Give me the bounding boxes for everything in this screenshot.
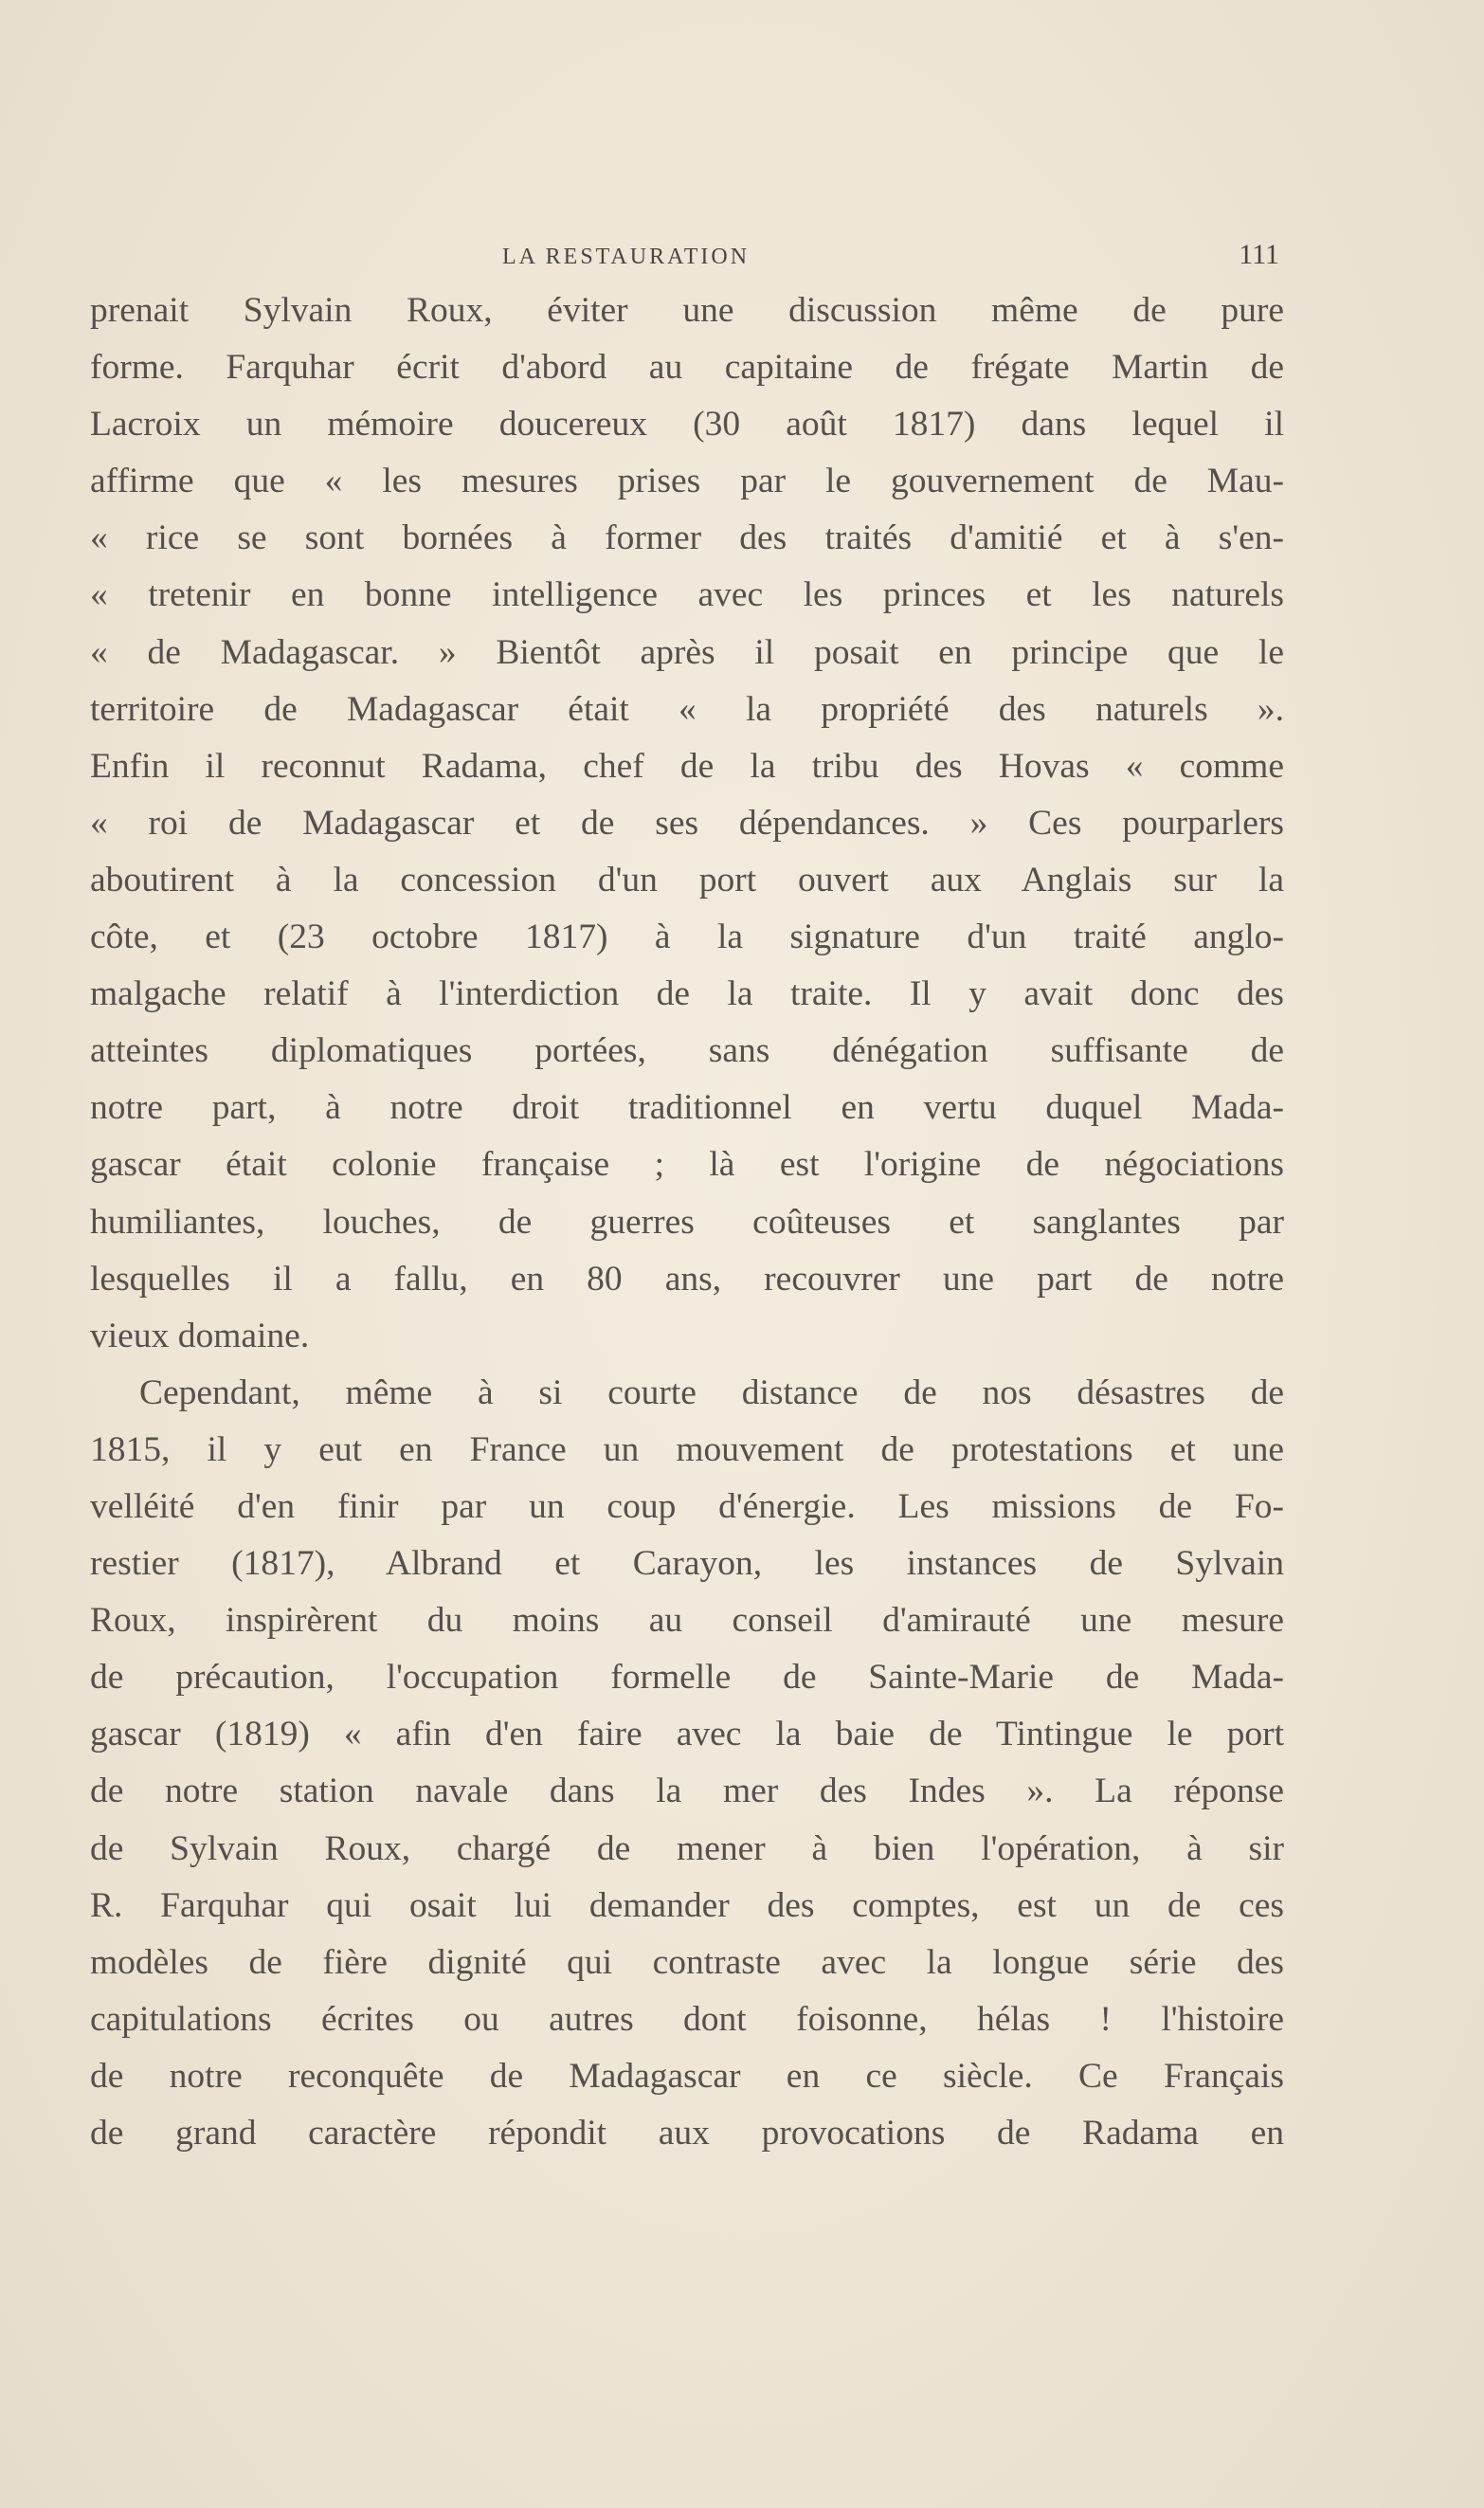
text-line: restier (1817), Albrand et Carayon, les instances de Sylvain bbox=[90, 1544, 1284, 1584]
text-line: affirme que « les mesures prises par le gouvernement de Mau- bbox=[90, 462, 1284, 501]
text-line: forme. Farquhar écrit d'abord au capitaine de frégate Martin de bbox=[90, 348, 1284, 388]
text-line: aboutirent à la concession d'un port ouvert aux Anglais sur la bbox=[90, 860, 1284, 900]
text-line: « de Madagascar. » Bientôt après il posait en principe que le bbox=[90, 632, 1284, 672]
text-line: Enfin il reconnut Radama, chef de la tribu des Hovas « comme bbox=[90, 746, 1284, 786]
text-line: Lacroix un mémoire doucereux (30 août 1817) dans lequel il bbox=[90, 405, 1284, 445]
page-header bbox=[95, 239, 1279, 277]
text-line: malgache relatif à l'interdiction de la traite. Il y avait donc des bbox=[90, 974, 1284, 1014]
text-line: « roi de Madagascar et de ses dépendances. » Ces pourparlers bbox=[90, 803, 1284, 843]
text-line: gascar était colonie française ; là est l'origine de négociations bbox=[90, 1145, 1284, 1185]
text-line: territoire de Madagascar était « la propriété des naturels ». bbox=[90, 689, 1284, 729]
text-line: prenait Sylvain Roux, éviter une discussion même de pure bbox=[90, 291, 1284, 330]
text-line: de notre reconquête de Madagascar en ce siècle. Ce Français bbox=[90, 2056, 1284, 2096]
text-line: R. Farquhar qui osait lui demander des comptes, est un de ces bbox=[90, 1885, 1284, 1925]
text-line: de précaution, l'occupation formelle de Sainte-Marie de Mada- bbox=[90, 1658, 1284, 1698]
text-line: « tretenir en bonne intelligence avec les princes et les naturels bbox=[90, 575, 1284, 615]
text-line: côte, et (23 octobre 1817) à la signature d'un traité anglo- bbox=[90, 918, 1284, 957]
text-line: capitulations écrites ou autres dont foisonne, hélas ! l'histoire bbox=[90, 1999, 1284, 2039]
text-line: de grand caractère répondit aux provocations de Radama en bbox=[90, 2114, 1284, 2153]
page-number: 111 bbox=[1239, 239, 1279, 270]
text-line: modèles de fière dignité qui contraste avec la longue série des bbox=[90, 1942, 1284, 1982]
running-head: LA RESTAURATION bbox=[502, 245, 751, 269]
text-line: notre part, à notre droit traditionnel en vertu duquel Mada- bbox=[90, 1088, 1284, 1128]
text-line: « rice se sont bornées à former des traités d'amitié et à s'en- bbox=[90, 518, 1284, 558]
text-line: Cependant, même à si courte distance de nos désastres de bbox=[139, 1372, 1284, 1412]
text-line: gascar (1819) « afin d'en faire avec la baie de Tintingue le port bbox=[90, 1715, 1284, 1754]
text-line: vieux domaine. bbox=[90, 1316, 310, 1355]
text-line: Roux, inspirèrent du moins au conseil d'amirauté une mesure bbox=[90, 1601, 1284, 1641]
text-line: 1815, il y eut en France un mouvement de protestations et une bbox=[90, 1429, 1284, 1469]
body-text bbox=[90, 282, 1284, 2162]
text-line: velléité d'en finir par un coup d'énergie. Les missions de Fo- bbox=[90, 1486, 1284, 1526]
text-line: atteintes diplomatiques portées, sans dénégation suffisante de bbox=[90, 1031, 1284, 1071]
text-line: humiliantes, louches, de guerres coûteuses et sanglantes par bbox=[90, 1202, 1284, 1242]
text-line: lesquelles il a fallu, en 80 ans, recouvrer une part de notre bbox=[90, 1259, 1284, 1299]
text-line: de Sylvain Roux, chargé de mener à bien l'opération, à sir bbox=[90, 1828, 1284, 1868]
text-line: de notre station navale dans la mer des Indes ». La réponse bbox=[90, 1772, 1284, 1811]
